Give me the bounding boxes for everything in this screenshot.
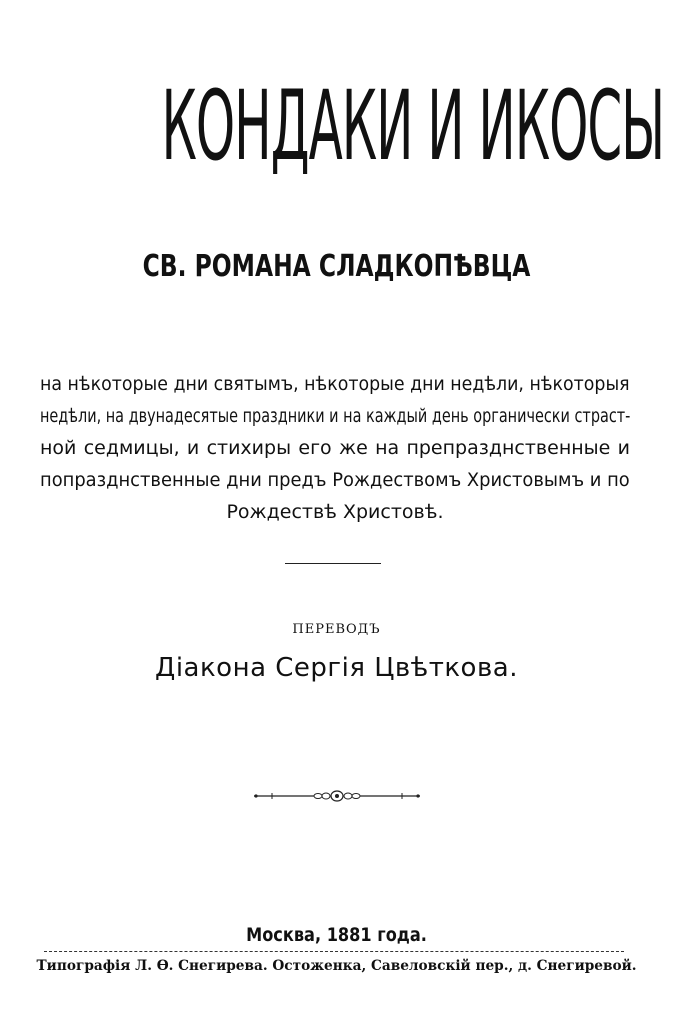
book-subtitle: СВ. РОМАНА СЛАДКОПѢВЦА bbox=[142, 249, 531, 284]
ornament-divider bbox=[252, 786, 422, 806]
description-line: на нѣкоторые дни святымъ, нѣкоторые дни недѣли, нѣкоторыя bbox=[40, 373, 630, 395]
translator-name: Діакона Сергія Цвѣткова. bbox=[155, 653, 518, 683]
description-line: недѣли, на двунадесятые праздники и на каждый день органически страст- bbox=[40, 405, 631, 427]
description-line: ной седмицы, и стихиры его же на препразднственные и bbox=[40, 437, 630, 459]
description-line: попразднственные дни предъ Рождествомъ Христовымъ и по bbox=[40, 469, 630, 491]
book-title: КОНДАКИ И ИКОСЫ bbox=[161, 70, 665, 182]
section-divider bbox=[285, 563, 381, 564]
imprint-place-date: Москва, 1881 года. bbox=[246, 924, 427, 946]
printer-imprint: Типографія Л. Ѳ. Снегирева. Остоженка, Савеловскій пер., д. Снегиревой. bbox=[36, 958, 637, 974]
translation-label: ПЕРЕВОДЪ bbox=[292, 622, 381, 637]
imprint-divider bbox=[44, 951, 624, 952]
description-paragraph bbox=[40, 368, 630, 528]
description-line: Рождествѣ Христовѣ. bbox=[226, 501, 444, 523]
